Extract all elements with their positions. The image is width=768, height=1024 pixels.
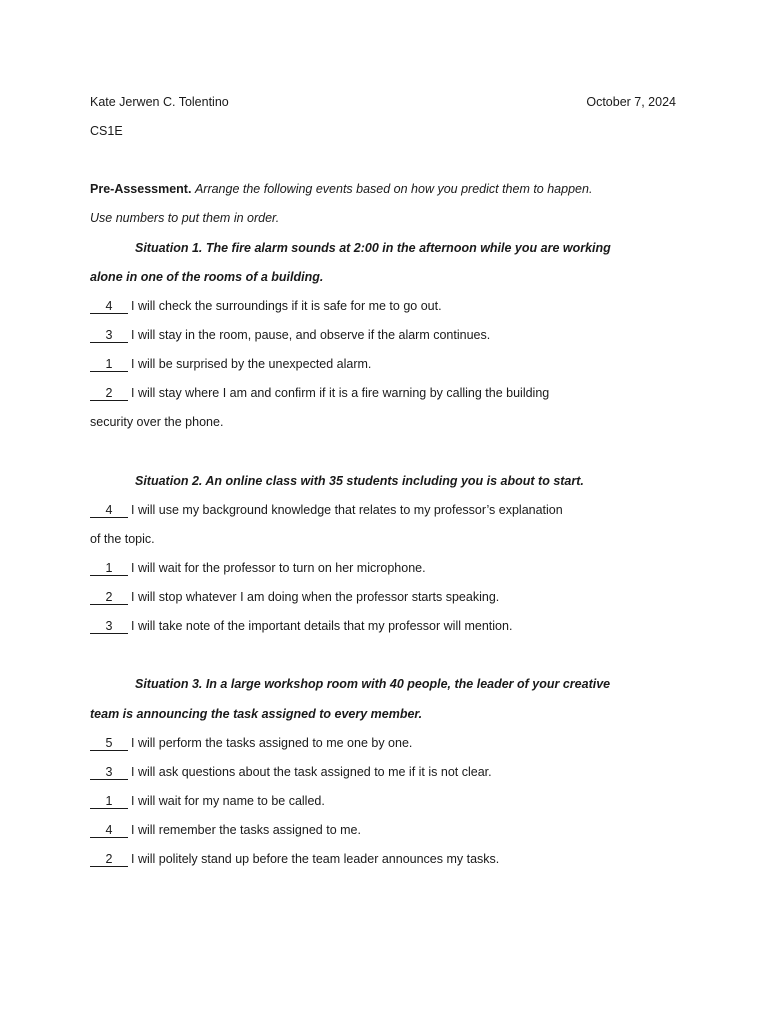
item-text: I will stay in the room, pause, and observe if the alarm continues. bbox=[131, 328, 491, 342]
list-item bbox=[90, 385, 549, 401]
situation-3-title: Situation 3. In a large workshop room with 40 people, the leader of your creative bbox=[135, 677, 611, 691]
list-item bbox=[90, 851, 499, 867]
situation-3-title-cont: team is announcing the task assigned to every member. bbox=[90, 707, 423, 721]
item-text: I will wait for my name to be called. bbox=[131, 794, 325, 808]
item-text: I will check the surroundings if it is safe for me to go out. bbox=[131, 299, 442, 313]
item-text-cont: security over the phone. bbox=[90, 415, 224, 429]
situation-1-title: Situation 1. The fire alarm sounds at 2:00 in the afternoon while you are working bbox=[135, 241, 611, 255]
document-date: October 7, 2024 bbox=[586, 95, 676, 109]
item-text: I will use my background knowledge that relates to my professor’s explanation bbox=[131, 503, 563, 517]
list-item bbox=[90, 356, 371, 372]
item-text: I will stay where I am and confirm if it is a fire warning by calling the building bbox=[131, 386, 550, 400]
answer-blank[interactable]: 2 bbox=[90, 591, 128, 605]
answer-blank[interactable]: 4 bbox=[90, 504, 128, 518]
student-name: Kate Jerwen C. Tolentino bbox=[90, 95, 229, 109]
answer-blank[interactable]: 2 bbox=[90, 853, 128, 867]
list-item bbox=[90, 735, 412, 751]
answer-blank[interactable]: 2 bbox=[90, 387, 128, 401]
list-item bbox=[90, 560, 426, 576]
answer-blank[interactable]: 4 bbox=[90, 300, 128, 314]
list-item bbox=[90, 618, 512, 634]
list-item bbox=[90, 298, 442, 314]
answer-blank[interactable]: 1 bbox=[90, 358, 128, 372]
list-item bbox=[90, 327, 490, 343]
class-section: CS1E bbox=[90, 124, 123, 138]
list-item bbox=[90, 822, 361, 838]
situation-1-title-cont: alone in one of the rooms of a building. bbox=[90, 270, 324, 284]
list-item bbox=[90, 589, 499, 605]
list-item bbox=[90, 764, 492, 780]
item-text: I will politely stand up before the team leader announces my tasks. bbox=[131, 852, 500, 866]
item-text: I will be surprised by the unexpected alarm. bbox=[131, 357, 372, 371]
item-text: I will wait for the professor to turn on her microphone. bbox=[131, 561, 426, 575]
list-item bbox=[90, 793, 325, 809]
item-text-cont: of the topic. bbox=[90, 532, 155, 546]
situation-2-title: Situation 2. An online class with 35 students including you is about to start. bbox=[135, 474, 584, 488]
item-text: I will perform the tasks assigned to me one by one. bbox=[131, 736, 413, 750]
instructions-line-2 bbox=[90, 210, 279, 226]
instructions-text: Arrange the following events based on how you predict them to happen. bbox=[194, 182, 593, 196]
answer-blank[interactable]: 4 bbox=[90, 824, 128, 838]
answer-blank[interactable]: 3 bbox=[90, 766, 128, 780]
item-text: I will stop whatever I am doing when the professor starts speaking. bbox=[131, 590, 500, 604]
item-text: I will ask questions about the task assigned to me if it is not clear. bbox=[131, 765, 492, 779]
answer-blank[interactable]: 3 bbox=[90, 329, 128, 343]
instructions-text-2: Use numbers to put them in order. bbox=[90, 211, 280, 225]
answer-blank[interactable]: 3 bbox=[90, 620, 128, 634]
answer-blank[interactable]: 1 bbox=[90, 795, 128, 809]
list-item bbox=[90, 502, 563, 518]
instructions-label: Pre-Assessment. bbox=[90, 182, 192, 196]
answer-blank[interactable]: 1 bbox=[90, 562, 128, 576]
instructions-line-1 bbox=[90, 181, 592, 197]
item-text: I will take note of the important details that my professor will mention. bbox=[131, 619, 513, 633]
answer-blank[interactable]: 5 bbox=[90, 737, 128, 751]
item-text: I will remember the tasks assigned to me. bbox=[131, 823, 361, 837]
